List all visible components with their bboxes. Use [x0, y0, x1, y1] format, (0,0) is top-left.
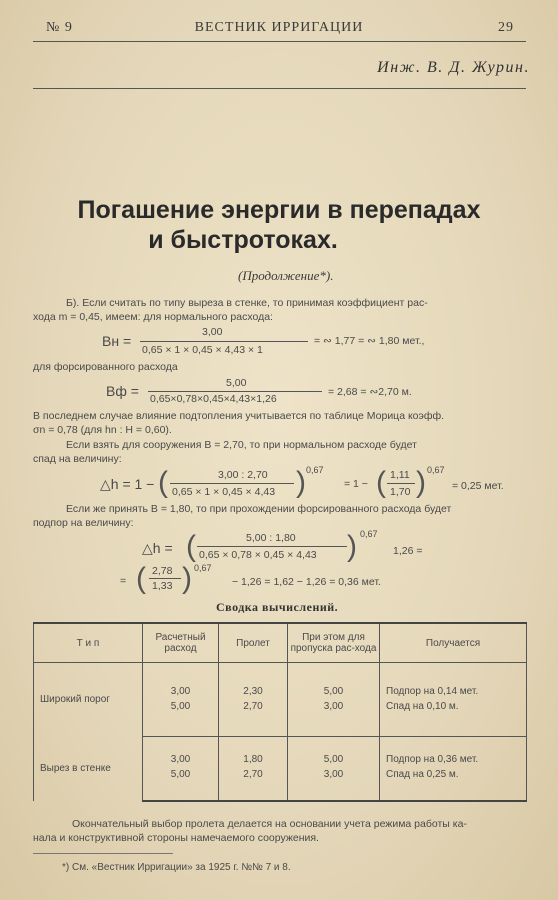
eq4-numerator: 5,00 : 1,80 [246, 532, 296, 544]
table-header-row [34, 623, 527, 663]
eq5-fraction-bar [149, 578, 181, 579]
eq3-denominator: 0,65 × 1 × 0,45 × 4,43 [172, 486, 276, 498]
result-cell: Подпор на 0,14 мет. [380, 663, 527, 701]
col-header-pass: При этом для пропуска рас-хода [288, 623, 380, 663]
eq3-fraction-bar-2 [387, 483, 415, 484]
para-d-line-2: спад на величину: [33, 453, 122, 465]
eq1-denominator: 0,65 × 1 × 0,45 × 4,43 × 1 [142, 344, 263, 356]
table-title: Сводка вычислений. [216, 600, 339, 614]
eq3-right-paren-2: ) [416, 466, 426, 499]
eq5-denominator: 1,33 [152, 580, 173, 592]
final-line-2: нала и конструктивной стороны намечаемого сооружения. [33, 832, 319, 844]
eq1-lhs: Bн = [102, 333, 132, 349]
result-cell: Подпор на 0,36 мет. [380, 737, 527, 769]
span-cell: 2,30 [219, 663, 288, 701]
para-c-line-1: В последнем случае влияние подтопления учитывается по таблице Морица коэфф. [33, 410, 445, 422]
eq5-lhs: = [120, 575, 127, 587]
pass-cell: 5,00 [288, 737, 380, 769]
forced-label: для форсированного расхода [33, 361, 178, 373]
header-rule [33, 41, 526, 42]
result-cell: Спад на 0,10 м. [380, 701, 527, 737]
table-row [34, 737, 527, 769]
title-line-2: и быстротоках. [148, 226, 338, 254]
eq3-left-paren-2: ( [376, 466, 386, 499]
table-row [34, 663, 527, 701]
col-header-result: Получается [380, 623, 527, 663]
eq5-exponent: 0,67 [194, 563, 212, 573]
eq5-right-paren: ) [182, 562, 192, 595]
eq4-left-paren: ( [186, 530, 196, 563]
eq4-right-paren: ) [347, 530, 357, 563]
eq3-exponent-2: 0,67 [427, 465, 445, 475]
eq3-fraction-bar [170, 483, 294, 484]
pass-cell: 3,00 [288, 701, 380, 737]
pass-cell: 3,00 [288, 769, 380, 801]
eq4-tail: 1,26 = [393, 545, 423, 557]
eq1-fraction-bar [140, 341, 308, 342]
eq2-fraction-bar [148, 391, 322, 392]
eq3-mid: = 1 − [344, 478, 368, 490]
eq2-denominator: 0,65×0,78×0,45×4,43×1,26 [150, 393, 277, 405]
result-cell: Спад на 0,25 м. [380, 769, 527, 801]
eq4-exponent: 0,67 [360, 529, 378, 539]
para-d-line-1: Если взять для сооружения B = 2,70, то при нормальном расходе будет [66, 439, 417, 451]
eq4-fraction-bar [197, 546, 347, 547]
issue-number: № 9 [46, 20, 73, 35]
eq3-exponent: 0,67 [306, 465, 324, 475]
type-cell: Широкий порог [34, 663, 143, 737]
eq3-left-paren: ( [158, 466, 168, 499]
footnote: *) См. «Вестник Ирригации» за 1925 г. №№ 7 и 8. [62, 862, 291, 873]
journal-name: ВЕСТНИК ИРРИГАЦИИ [194, 20, 364, 35]
eq5-rhs: − 1,26 = 1,62 − 1,26 = 0,36 мет. [232, 576, 381, 588]
span-cell: 2,70 [219, 701, 288, 737]
eq1-numerator: 3,00 [202, 326, 223, 338]
author-rule [33, 88, 526, 89]
para-c-line-2: σn = 0,78 (для hn : H = 0,60). [33, 424, 172, 436]
span-cell: 1,80 [219, 737, 288, 769]
eq3-right-paren: ) [296, 466, 306, 499]
type-cell: Вырез в стенке [34, 737, 143, 801]
eq4-lhs: △h = [142, 540, 173, 556]
span-cell: 2,70 [219, 769, 288, 801]
discharge-cell: 5,00 [143, 769, 219, 801]
footnote-rule [33, 853, 173, 854]
eq5-left-paren: ( [136, 562, 146, 595]
pass-cell: 5,00 [288, 663, 380, 701]
subtitle: (Продолжение*). [238, 268, 334, 283]
summary-table [33, 622, 527, 802]
para-e-line-1: Если же принять B = 1,80, то при прохождении форсированного расхода будет [66, 503, 452, 515]
eq4-denominator: 0,65 × 0,78 × 0,45 × 4,43 [199, 549, 317, 561]
eq1-rhs: = ∾ 1,77 = ∾ 1,80 мет., [314, 335, 425, 347]
discharge-cell: 3,00 [143, 737, 219, 769]
eq5-numerator: 2,78 [152, 565, 173, 577]
author: Инж. В. Д. Журин. [377, 59, 530, 76]
para-e-line-2: подпор на величину: [33, 517, 134, 529]
col-header-type: Т и п [34, 623, 143, 663]
page-number: 29 [498, 20, 514, 35]
eq3-lhs: △h = 1 − [100, 476, 155, 492]
eq3-rhs: = 0,25 мет. [452, 480, 504, 492]
title-line-1: Погашение энергии в перепадах [77, 196, 481, 224]
eq3-numerator-2: 1,11 [390, 469, 410, 481]
final-line-1: Окончательный выбор пролета делается на основании учета режима работы ка- [72, 818, 467, 830]
eq3-numerator: 3,00 : 2,70 [218, 469, 268, 481]
col-header-discharge: Расчетный расход [143, 623, 219, 663]
discharge-cell: 3,00 [143, 663, 219, 701]
eq3-denominator-2: 1,70 [390, 486, 411, 498]
discharge-cell: 5,00 [143, 701, 219, 737]
para-b-line-1: Б). Если считать по типу выреза в стенке, то принимая коэффициент рас- [66, 297, 428, 309]
col-header-span: Пролет [219, 623, 288, 663]
para-b-line-2: хода m = 0,45, имеем: для нормального расхода: [33, 311, 273, 323]
eq2-rhs: = 2,68 = ∾2,70 м. [328, 386, 412, 398]
eq2-numerator: 5,00 [226, 377, 247, 389]
eq2-lhs: Bф = [106, 383, 139, 399]
